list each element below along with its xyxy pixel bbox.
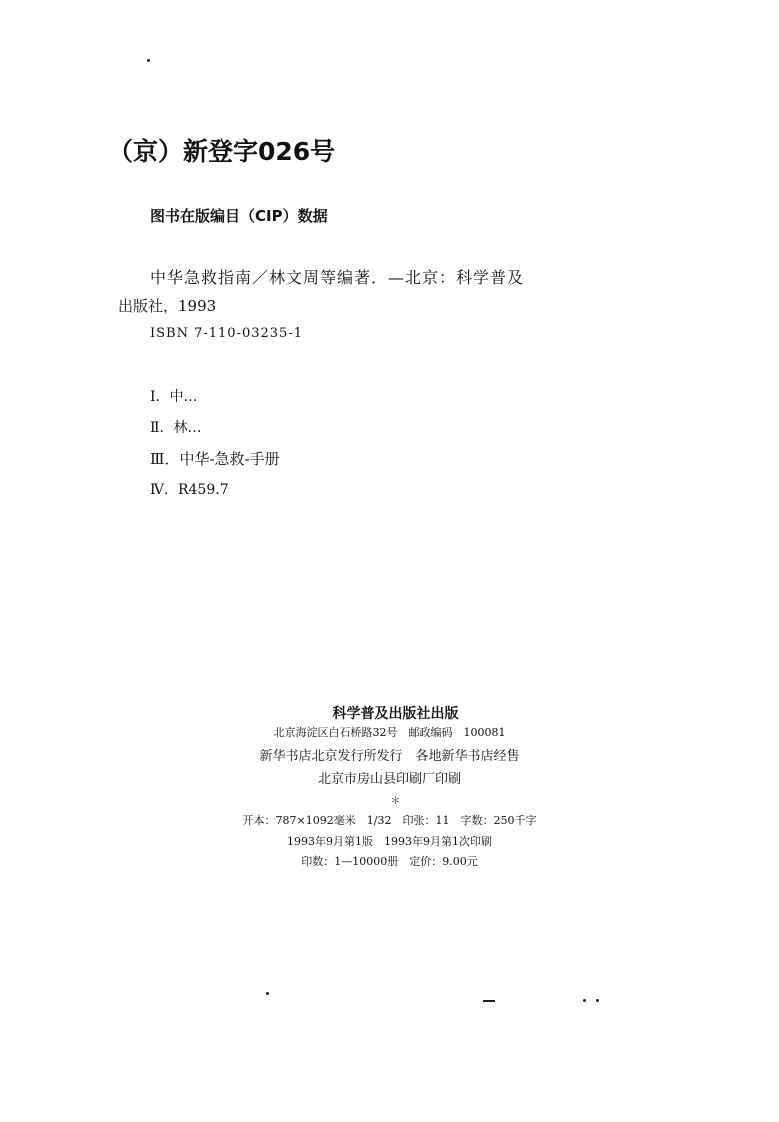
scan-speck	[147, 59, 150, 62]
edition-line: 1993年9月第1版 1993年9月第1次印刷	[287, 835, 492, 848]
subject-item: Ⅰ．中…	[150, 389, 198, 405]
cip-entry-line2: 出版社，1993	[118, 297, 217, 315]
format-line: 开本：787×1092毫米 1/32 印张：11 字数：250千字	[242, 814, 537, 827]
publisher-name: 科学普及出版社出版	[332, 706, 459, 722]
subject-item: Ⅳ．R459.7	[150, 482, 229, 498]
publisher-address: 北京海淀区白石桥路32号 邮政编码 100081	[273, 726, 506, 739]
print-run-line: 印数：1—10000册 定价：9.00元	[301, 855, 478, 868]
cip-heading: 图书在版编目（CIP）数据	[150, 207, 328, 225]
scan-speck	[583, 999, 586, 1002]
registration-number: （京）新登字026号	[108, 137, 336, 166]
subject-item: Ⅲ．中华-急救-手册	[150, 450, 280, 468]
cip-entry-line1: 中华急救指南／林文周等编著．—北京：科学普及	[150, 268, 525, 287]
printer-line: 北京市房山县印刷厂印刷	[317, 772, 461, 787]
scan-dash	[483, 1000, 495, 1002]
scan-speck	[266, 992, 269, 995]
subject-item: Ⅱ．林…	[150, 420, 202, 436]
isbn: ISBN 7-110-03235-1	[150, 326, 303, 341]
distribution-line: 新华书店北京发行所发行 各地新华书店经售	[259, 749, 520, 764]
scan-speck	[596, 999, 599, 1002]
separator-star: ＊	[390, 796, 401, 807]
